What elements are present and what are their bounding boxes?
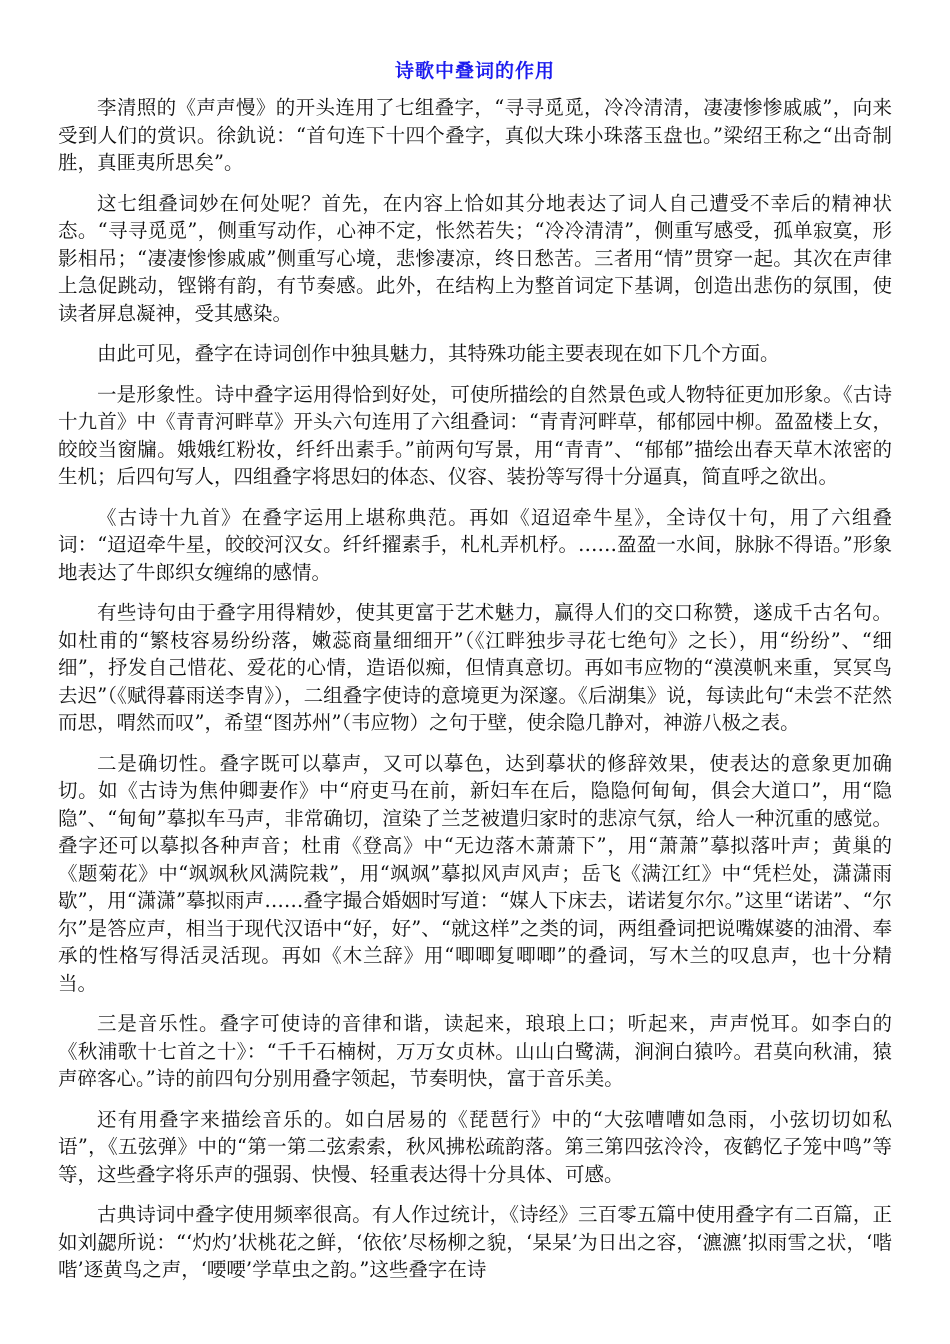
paragraph-7: 二是确切性。叠字既可以摹声，又可以摹色，达到摹状的修辞效果，使表达的意象更加确切。如《古诗为焦仲卿妻作》中“府吏马在前，新妇车在后，隐隐何甸甸，俱会大道口”，用“隐隐”、“甸甸”摹拟车马声，非常确切，渲染了兰芝被遣归家时的悲凉气氛，给人一种沉重的感觉。叠字还可以摹拟各种声音；杜甫《登高》中“无边落木萧萧下”，用“萧萧”摹拟落叶声；黄巢的《题菊花》中“飒飒秋风满院栽”，用“飒飒”摹拟风声风声；岳飞《满江红》中“凭栏处，潇潇雨歇”，用“潇潇”摹拟雨声……叠字撮合婚姻时写道：“媒人下床去，诺诺复尔尔。”这里“诺诺”、“尔尔”是答应声，相当于现代汉语中“好，好”、“就这样”之类的词，两组叠词把说嘴媒婆的油滑、奉承的性格写得活灵活现。再如《木兰辞》用“唧唧复唧唧”的叠词，写木兰的叹息声，也十分精当。 bbox=[58, 751, 892, 995]
paragraph-1: 李清照的《声声慢》的开头连用了七组叠字，“寻寻觅觅，冷冷清清，凄凄惨惨戚戚”，向来受到人们的赏识。徐釚说：“首句连下十四个叠字，真似大珠小珠落玉盘也。”梁绍王称之“出奇制胜，真匪夷所思矣”。 bbox=[58, 96, 892, 174]
paragraph-9: 还有用叠字来描绘音乐的。如白居易的《琵琶行》中的“大弦嘈嘈如急雨，小弦切切如私语”，《五弦弹》中的“第一第二弦索索，秋风拂松疏韵落。第三第四弦泠泠，夜鹤忆子笼中鸣”等等，这些叠字将乐声的强弱、快慢、轻重表达得十分具体、可感。 bbox=[58, 1107, 892, 1186]
paragraph-5: 《古诗十九首》在叠字运用上堪称典范。再如《迢迢牵牛星》，全诗仅十句，用了六组叠词：“迢迢牵牛星，皎皎河汉女。纤纤擢素手，札札弄机杼。……盈盈一水间，脉脉不得语。”形象地表达了牛郎织女缠绵的感情。 bbox=[58, 505, 892, 584]
paragraph-4: 一是形象性。诗中叠字运用得恰到好处，可使所描绘的自然景色或人物特征更加形象。《古诗十九首》中《青青河畔草》开头六句连用了六组叠词：“青青河畔草，郁郁园中柳。盈盈楼上女，皎皎当窗牖。娥娥红粉妆，纤纤出素手。”前两句写景，用“青青”、“郁郁”描绘出春天草木浓密的生机；后四句写人，四组叠字将思妇的体态、仪容、装扮等写得十分逼真，简直呼之欲出。 bbox=[58, 382, 892, 488]
paragraph-8: 三是音乐性。叠字可使诗的音律和谐，读起来，琅琅上口；听起来，声声悦耳。如李白的《秋浦歌十七首之十》：“千千石楠树，万万女贞林。山山白鹭满，涧涧白猿吟。君莫向秋浦，猿声碎客心。”诗的前四句分别用叠字领起，节奏明快，富于音乐美。 bbox=[58, 1012, 892, 1090]
paragraph-2: 这七组叠词妙在何处呢？首先，在内容上恰如其分地表达了词人自己遭受不幸后的精神状态。“寻寻觅觅”，侧重写动作，心神不定，怅然若失；“冷冷清清”，侧重写感受，孤单寂寞，形影相吊；“凄凄惨惨戚戚”侧重写心境，悲惨凄凉，终日愁苦。三者用“情”贯穿一起。其次在声律上急促跳动，铿锵有韵，有节奏感。此外，在结构上为整首词定下基调，创造出悲伤的氛围，使读者屏息凝神，受其感染。 bbox=[58, 191, 892, 325]
document-title: 诗歌中叠词的作用 bbox=[394, 60, 555, 82]
paragraph-10: 古典诗词中叠字使用频率很高。有人作过统计，《诗经》三百零五篇中使用叠字有二百篇，正如刘勰所说：“‘灼灼’状桃花之鲜，‘依依’尽杨柳之貌，‘杲杲’为日出之容，‘瀌瀌’拟雨雪之状，‘喈喈’逐黄鸟之声，‘喓喓’学草虫之韵。”这些叠字在诗 bbox=[58, 1203, 892, 1281]
paragraph-6: 有些诗句由于叠字用得精妙，使其更富于艺术魅力，赢得人们的交口称赞，遂成千古名句。如杜甫的“繁枝容易纷纷落，嫩蕊商量细细开”（《江畔独步寻花七绝句》之长），用“纷纷”、“细细”，抒发自己惜花、爱花的心情，造语似痴，但情真意切。再如韦应物的“漠漠帆来重，冥冥鸟去迟”（《赋得暮雨送李胄》），二组叠字使诗的意境更为深邃。《后湖集》说，每读此句“未尝不茫然而思，喟然而叹”，希望“图苏州”（韦应物）之句于壁，使余隐几静对，神游八极之表。 bbox=[58, 601, 892, 734]
paragraph-3: 由此可见，叠字在诗词创作中独具魅力，其特殊功能主要表现在如下几个方面。 bbox=[97, 342, 780, 365]
